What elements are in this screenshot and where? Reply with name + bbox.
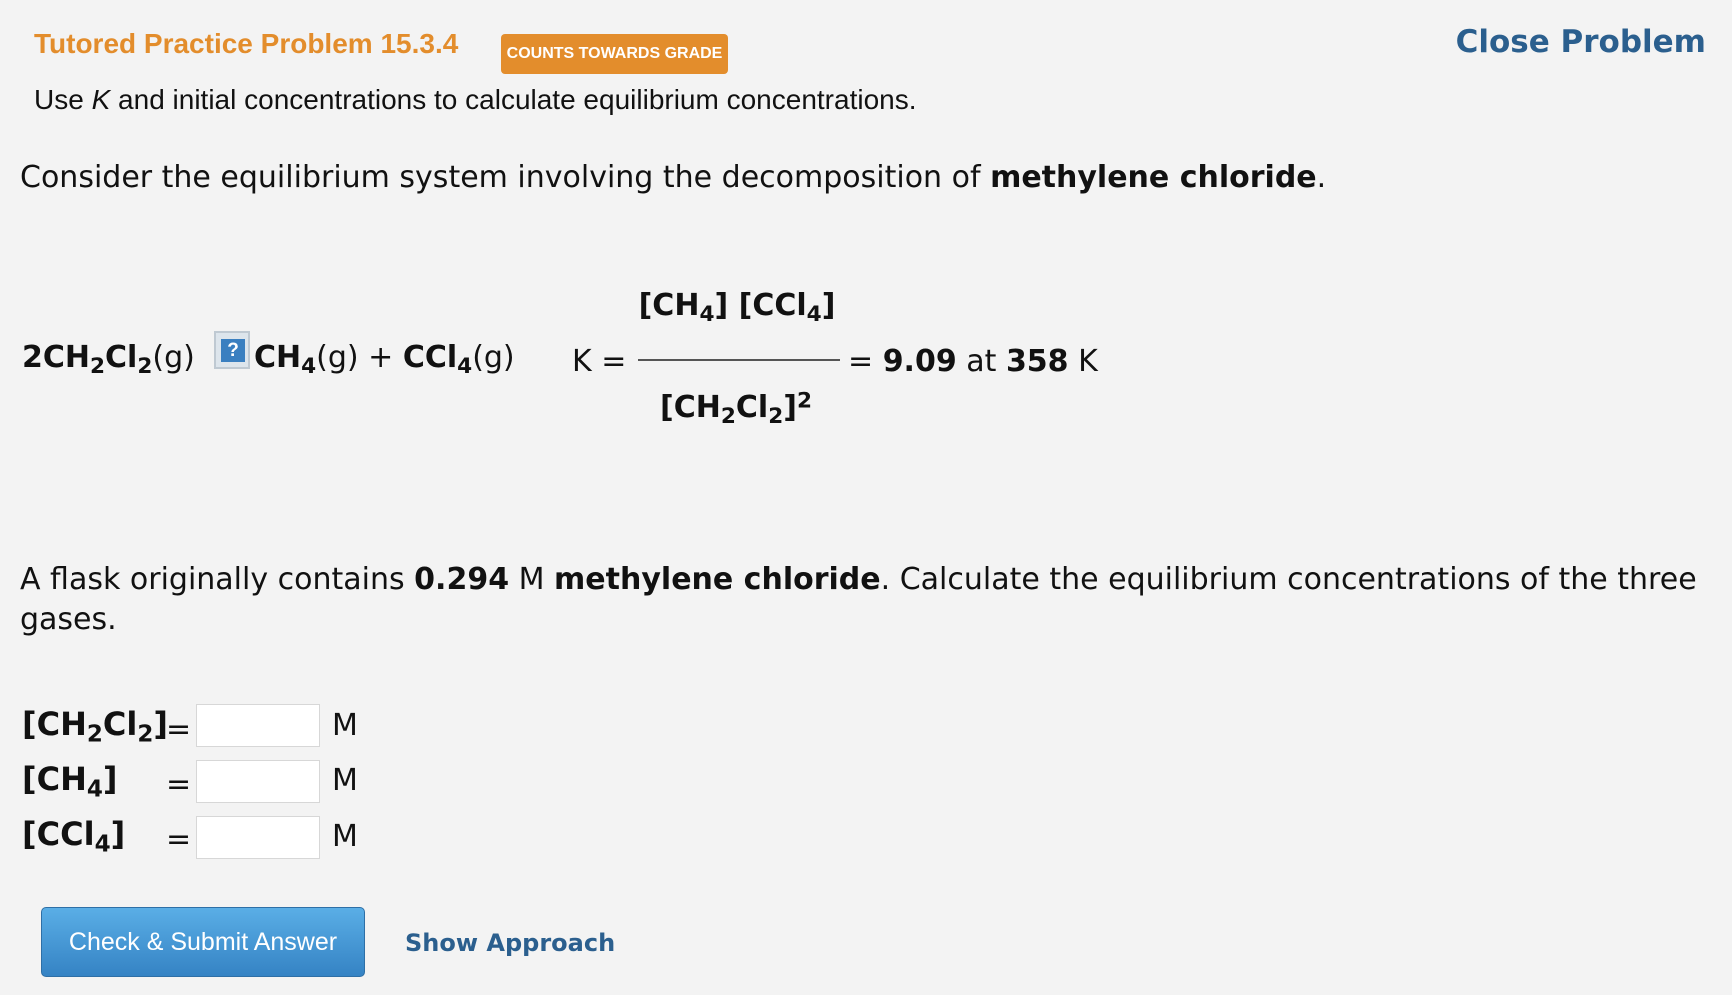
ch4-input[interactable] [196,760,320,803]
ccl4-equals: = [166,822,192,857]
ch4-label: $[CH_4]$ [22,760,118,803]
close-problem-link[interactable]: Close Problem [1455,24,1706,60]
k-numerator: $[CH_4]$ [CCl$_4$] [638,288,836,328]
question-mark-icon: ? [221,339,245,362]
products: $CH_4(g) + CCl_4(g)$ [254,340,515,380]
reactant: $2CH_2Cl_2(g)$ [22,340,195,380]
ch4-unit: M [332,763,358,798]
show-approach-link[interactable]: Show Approach [405,929,616,957]
problem-subtitle: Use K and initial concentrations to calculate equilibrium concentrations. [34,84,917,115]
ccl4-label: [CCl$_4$] [22,815,126,858]
ch2cl2-label: $[CH_2Cl_2]$ [22,705,169,748]
ch2cl2-input[interactable] [196,704,320,747]
task-text: A flask originally contains 0.294 M methylene chloride. Calculate the equilibrium concentrations of the three gases. [20,562,1697,637]
counts-towards-grade-badge: COUNTS TOWARDS GRADE [501,34,728,74]
check-submit-button[interactable]: Check & Submit Answer [41,907,365,977]
ch2cl2-equals: = [166,712,192,747]
fraction-line [638,359,840,361]
k-value: = 9.09 at 358 K [848,344,1098,379]
intro-text: Consider the equilibrium system involving the decomposition of methylene chloride. [20,160,1327,195]
ch4-equals: = [166,767,192,802]
k-denominator: $[CH_2Cl_2]^2$ [660,388,812,430]
equilibrium-arrow-icon[interactable] [214,331,250,369]
problem-title: Tutored Practice Problem 15.3.4 [34,28,459,59]
ch2cl2-unit: M [332,708,358,743]
ccl4-unit: M [332,819,358,854]
k-label: K = [572,344,627,379]
ccl4-input[interactable] [196,816,320,859]
